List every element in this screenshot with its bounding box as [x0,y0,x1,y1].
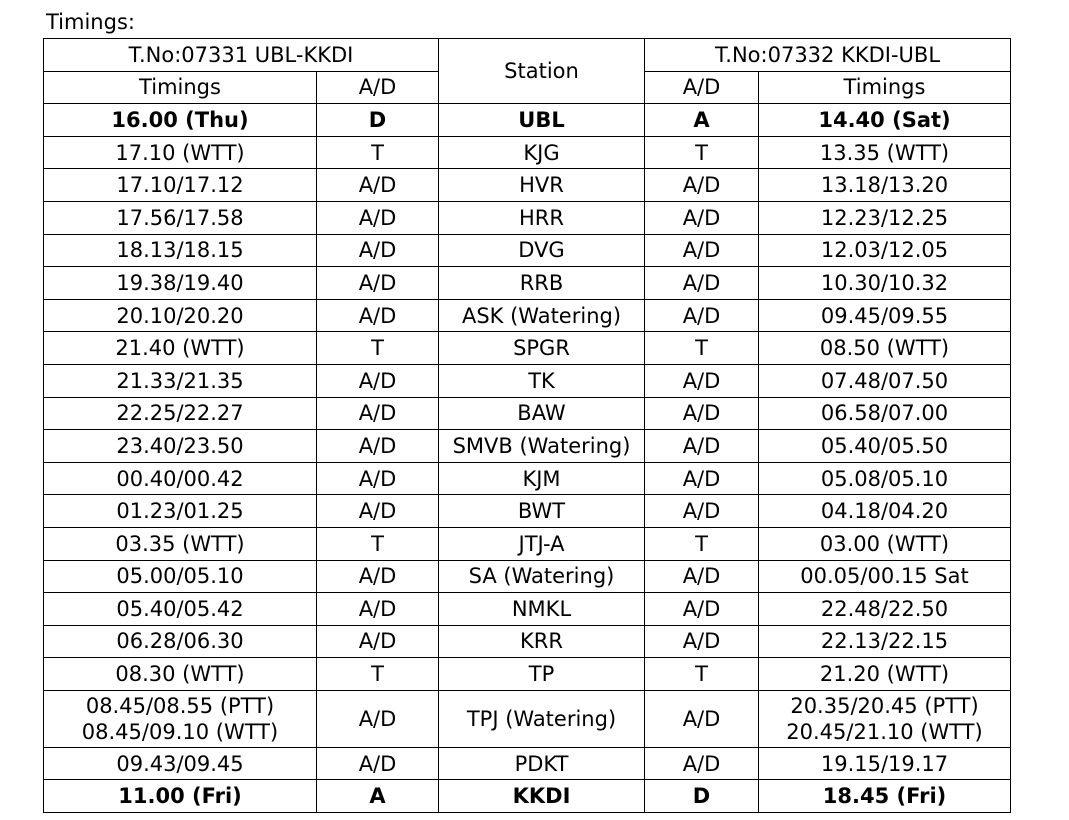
down-ad-header: A/D [645,71,759,104]
up-ad-cell: A/D [317,364,439,397]
train-down-title: T.No:07332 KKDI-UBL [645,39,1011,72]
down-timings-header: Timings [759,71,1011,104]
up-timing-cell: 11.00 (Fri) [44,780,317,813]
table-row [44,495,1011,528]
down-timing-cell-line-2: 20.45/21.10 (WTT) [786,719,983,744]
table-row [44,136,1011,169]
down-timing-cell: 21.20 (WTT) [759,658,1011,691]
table-row [44,593,1011,626]
up-ad-cell: A/D [317,169,439,202]
down-ad-cell: A/D [645,560,759,593]
down-ad-cell: A/D [645,267,759,300]
up-timing-cell: 17.10/17.12 [44,169,317,202]
table-row [44,397,1011,430]
up-timing-cell: 06.28/06.30 [44,625,317,658]
table-row [44,462,1011,495]
down-timing-cell: 14.40 (Sat) [759,104,1011,137]
down-ad-cell: A/D [645,625,759,658]
down-ad-cell: T [645,136,759,169]
up-ad-cell: T [317,527,439,560]
up-ad-header: A/D [317,71,439,104]
table-row [44,527,1011,560]
down-timing-cell: 18.45 (Fri) [759,780,1011,813]
up-ad-cell: A [317,780,439,813]
station-cell: JTJ-A [439,527,645,560]
up-ad-cell: T [317,332,439,365]
station-cell: SMVB (Watering) [439,430,645,463]
up-timing-cell: 20.10/20.20 [44,299,317,332]
train-up-title: T.No:07331 UBL-KKDI [44,39,439,72]
up-timing-cell: 21.33/21.35 [44,364,317,397]
station-cell: UBL [439,104,645,137]
up-ad-cell: T [317,136,439,169]
down-ad-cell: T [645,332,759,365]
station-cell: BAW [439,397,645,430]
up-ad-cell: A/D [317,201,439,234]
train-title-row [44,39,1011,72]
up-ad-cell: T [317,658,439,691]
up-timing-cell: 16.00 (Thu) [44,104,317,137]
down-ad-cell: A/D [645,364,759,397]
down-ad-cell: T [645,527,759,560]
station-cell: HVR [439,169,645,202]
down-timing-cell: 03.00 (WTT) [759,527,1011,560]
down-timing-cell [759,690,1011,747]
timings-table [43,38,1011,813]
up-ad-cell: A/D [317,397,439,430]
down-timing-cell: 05.08/05.10 [759,462,1011,495]
station-cell: ASK (Watering) [439,299,645,332]
table-row [44,299,1011,332]
up-timing-cell: 23.40/23.50 [44,430,317,463]
table-row [44,560,1011,593]
down-timing-cell-line-1: 20.35/20.45 (PTT) [790,693,979,718]
station-cell: SPGR [439,332,645,365]
station-cell: KJM [439,462,645,495]
down-ad-cell: A/D [645,234,759,267]
table-row [44,747,1011,780]
station-cell: TK [439,364,645,397]
table-row [44,364,1011,397]
up-timings-header: Timings [44,71,317,104]
table-row [44,625,1011,658]
up-timing-cell-line-2: 08.45/09.10 (WTT) [81,719,279,744]
up-timing-cell: 05.40/05.42 [44,593,317,626]
station-cell: TP [439,658,645,691]
down-timing-cell: 05.40/05.50 [759,430,1011,463]
table-row [44,658,1011,691]
up-ad-cell: A/D [317,267,439,300]
up-ad-cell: A/D [317,593,439,626]
up-timing-cell: 17.56/17.58 [44,201,317,234]
up-ad-cell: A/D [317,690,439,747]
down-timing-cell: 00.05/00.15 Sat [759,560,1011,593]
station-cell: TPJ (Watering) [439,690,645,747]
timings-body [44,104,1011,813]
up-ad-cell: A/D [317,462,439,495]
down-ad-cell: A/D [645,593,759,626]
station-cell: BWT [439,495,645,528]
down-ad-cell: A/D [645,430,759,463]
up-ad-cell: A/D [317,299,439,332]
station-cell: KJG [439,136,645,169]
up-timing-cell: 05.00/05.10 [44,560,317,593]
down-timing-cell: 22.48/22.50 [759,593,1011,626]
station-cell: KKDI [439,780,645,813]
down-ad-cell: A/D [645,397,759,430]
down-ad-cell: A/D [645,747,759,780]
up-timing-cell: 08.30 (WTT) [44,658,317,691]
down-ad-cell: D [645,780,759,813]
up-ad-cell: A/D [317,625,439,658]
table-row [44,430,1011,463]
down-timing-cell: 07.48/07.50 [759,364,1011,397]
station-header: Station [439,39,645,104]
page-heading: Timings: [46,10,135,34]
down-timing-cell: 12.03/12.05 [759,234,1011,267]
down-timing-cell: 12.23/12.25 [759,201,1011,234]
up-timing-cell [44,690,317,747]
down-ad-cell: A/D [645,201,759,234]
down-timing-cell: 06.58/07.00 [759,397,1011,430]
down-timing-cell: 09.45/09.55 [759,299,1011,332]
station-cell: KRR [439,625,645,658]
down-timing-cell: 22.13/22.15 [759,625,1011,658]
up-ad-cell: D [317,104,439,137]
station-cell: DVG [439,234,645,267]
up-timing-cell: 17.10 (WTT) [44,136,317,169]
up-ad-cell: A/D [317,234,439,267]
up-timing-cell: 03.35 (WTT) [44,527,317,560]
station-cell: NMKL [439,593,645,626]
table-row [44,267,1011,300]
up-timing-cell: 01.23/01.25 [44,495,317,528]
table-row [44,690,1011,747]
down-timing-cell: 04.18/04.20 [759,495,1011,528]
up-ad-cell: A/D [317,430,439,463]
down-ad-cell: A/D [645,690,759,747]
down-timing-cell: 13.18/13.20 [759,169,1011,202]
table-row [44,201,1011,234]
table-row [44,169,1011,202]
station-cell: PDKT [439,747,645,780]
up-ad-cell: A/D [317,495,439,528]
down-ad-cell: A/D [645,495,759,528]
station-cell: HRR [439,201,645,234]
down-timing-cell: 08.50 (WTT) [759,332,1011,365]
up-timing-cell: 18.13/18.15 [44,234,317,267]
down-timing-cell: 13.35 (WTT) [759,136,1011,169]
down-ad-cell: T [645,658,759,691]
up-ad-cell: A/D [317,560,439,593]
down-ad-cell: A/D [645,169,759,202]
table-row [44,780,1011,813]
table-row [44,332,1011,365]
station-cell: RRB [439,267,645,300]
up-timing-cell: 21.40 (WTT) [44,332,317,365]
down-timing-cell: 19.15/19.17 [759,747,1011,780]
down-ad-cell: A [645,104,759,137]
down-ad-cell: A/D [645,299,759,332]
table-row [44,104,1011,137]
up-timing-cell-line-1: 08.45/08.55 (PTT) [85,693,275,718]
up-timing-cell: 19.38/19.40 [44,267,317,300]
up-timing-cell: 22.25/22.27 [44,397,317,430]
down-ad-cell: A/D [645,462,759,495]
table-row [44,234,1011,267]
up-timing-cell: 00.40/00.42 [44,462,317,495]
station-cell: SA (Watering) [439,560,645,593]
up-ad-cell: A/D [317,747,439,780]
down-timing-cell: 10.30/10.32 [759,267,1011,300]
up-timing-cell: 09.43/09.45 [44,747,317,780]
